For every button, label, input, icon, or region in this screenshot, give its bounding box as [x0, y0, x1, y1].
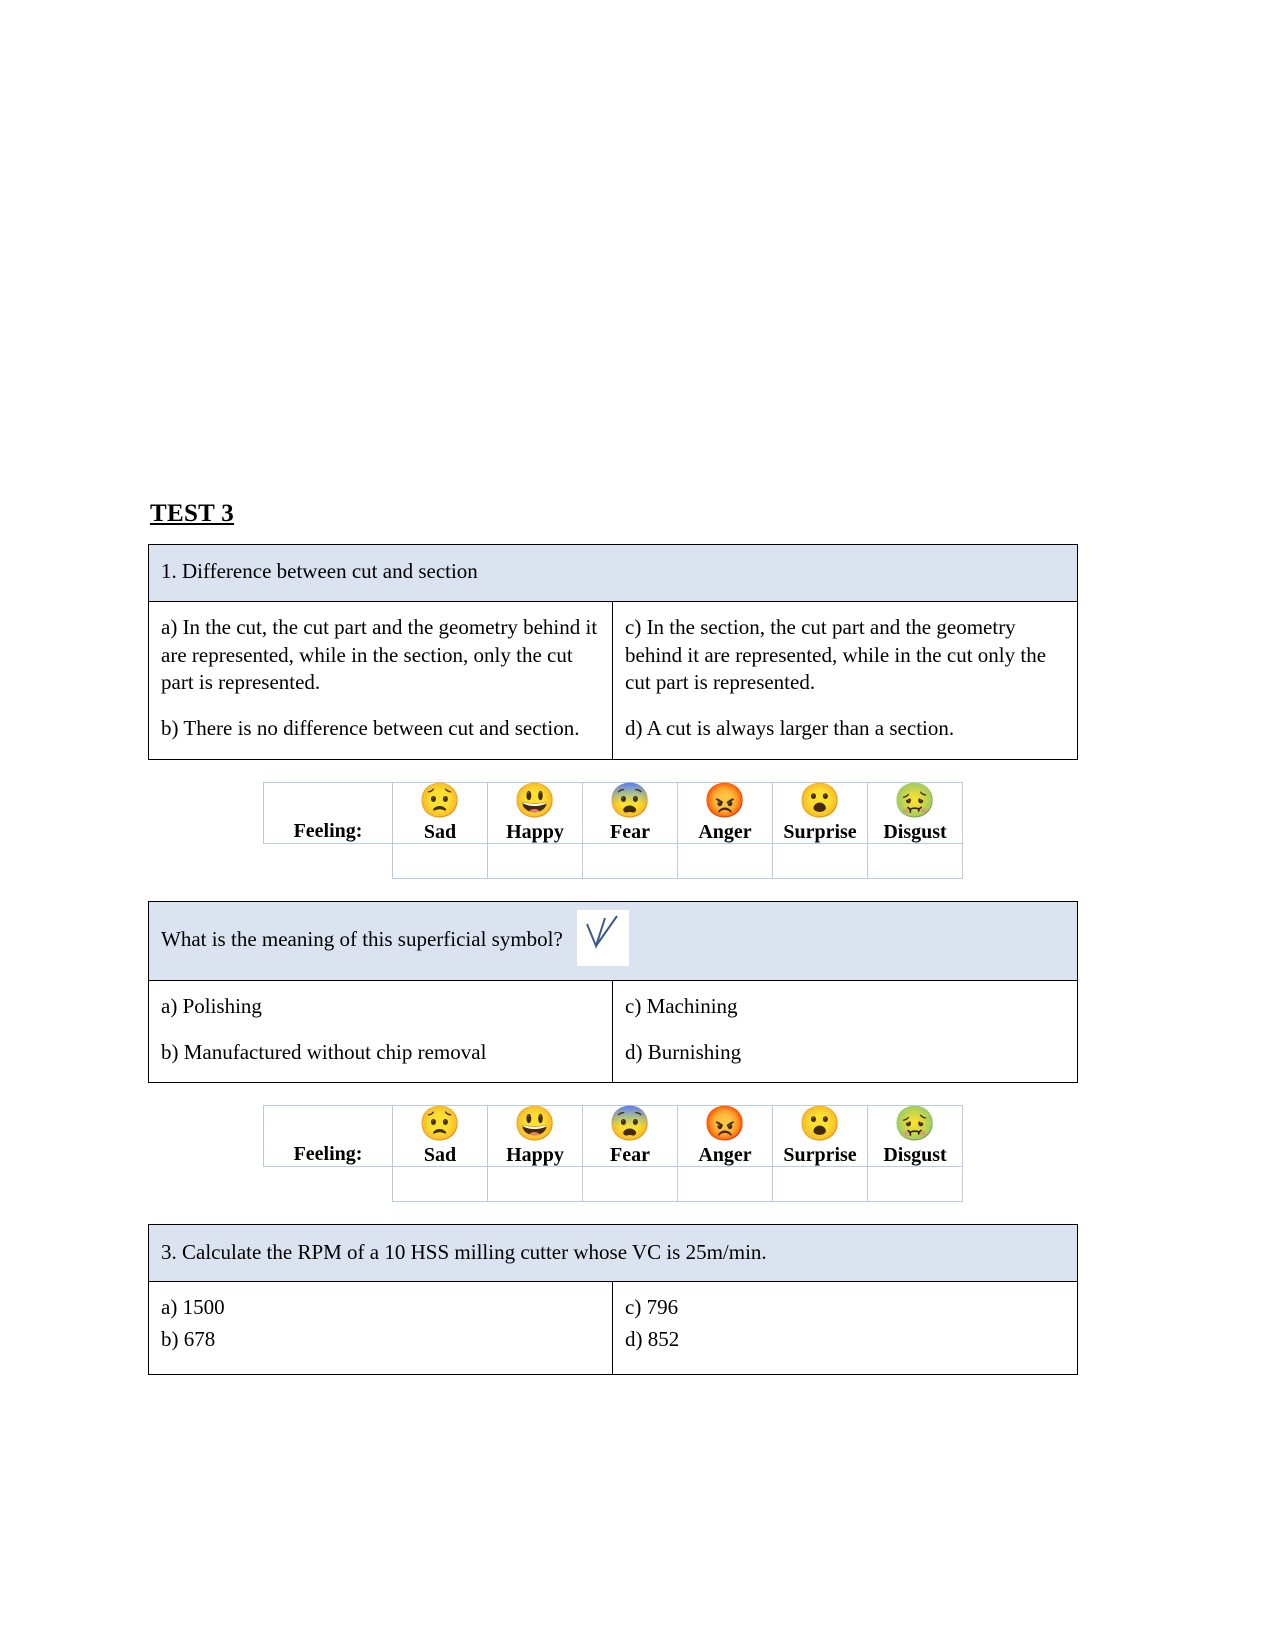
question-1-option-a[interactable]: a) In the cut, the cut part and the geometry behind it are represented, while in the section, only the cut part is represented. [161, 615, 598, 695]
feeling-blank-spacer-1 [264, 843, 393, 878]
feeling-label-disgust-2: Disgust [883, 1144, 947, 1167]
feeling-table-1 [263, 782, 963, 879]
question-block-3 [148, 1224, 1078, 1374]
question-block-1 [148, 544, 1078, 760]
disgust-face-icon: 🤢 [893, 1106, 937, 1144]
question-1-answers [149, 602, 1077, 759]
feeling-answer-disgust[interactable] [868, 843, 963, 878]
question-3-text: 3. Calculate the RPM of a 10 HSS milling cutter whose VC is 25m/min. [161, 1239, 767, 1264]
feeling-answer-surprise-2[interactable] [773, 1167, 868, 1202]
feeling-label-anger: Anger [698, 820, 752, 843]
surface-finish-symbol-icon [577, 910, 629, 966]
question-1-left-column [149, 602, 613, 759]
feeling-label-2: Feeling: [264, 1106, 393, 1167]
happy-face-icon: 😃 [513, 782, 557, 820]
question-2-right-column [613, 981, 1077, 1082]
feeling-label-1: Feeling: [264, 782, 393, 843]
feeling-table-1-row-icons [264, 782, 963, 843]
question-1-prompt [149, 545, 1077, 602]
feeling-table-1-wrapper [148, 782, 1078, 879]
happy-face-icon: 😃 [513, 1106, 557, 1144]
fear-face-icon: 😨 [608, 782, 652, 820]
feeling-label-happy-2: Happy [506, 1144, 564, 1167]
feeling-answer-anger-2[interactable] [678, 1167, 773, 1202]
feeling-answer-happy[interactable] [488, 843, 583, 878]
feeling-table-2 [263, 1105, 963, 1202]
feeling-cell-fear[interactable] [583, 782, 678, 843]
question-3-option-b[interactable]: b) 678 [161, 1327, 216, 1352]
feeling-answer-happy-2[interactable] [488, 1167, 583, 1202]
question-2-option-b[interactable]: b) Manufactured without chip removal [161, 1039, 487, 1064]
surprise-face-icon: 😮 [798, 782, 842, 820]
fear-face-icon: 😨 [608, 1106, 652, 1144]
feeling-label-sad: Sad [423, 820, 457, 843]
question-3-right-column [613, 1282, 1077, 1373]
feeling-cell-surprise-2[interactable] [773, 1106, 868, 1167]
feeling-cell-surprise[interactable] [773, 782, 868, 843]
question-1-option-b[interactable]: b) There is no difference between cut and section. [161, 716, 580, 741]
feeling-cell-fear-2[interactable] [583, 1106, 678, 1167]
question-2-option-d[interactable]: d) Burnishing [625, 1039, 742, 1064]
feeling-label-happy: Happy [506, 820, 564, 843]
feeling-table-1-answer-row [264, 843, 963, 878]
question-1-option-d[interactable]: d) A cut is always larger than a section. [625, 716, 955, 741]
question-2-option-a[interactable]: a) Polishing [161, 993, 262, 1018]
feeling-label-sad-2: Sad [423, 1144, 457, 1167]
page-title: TEST 3 [150, 500, 235, 527]
disgust-face-icon: 🤢 [893, 782, 937, 820]
feeling-cell-anger-2[interactable] [678, 1106, 773, 1167]
feeling-answer-sad-2[interactable] [393, 1167, 488, 1202]
document-content [148, 500, 1078, 1375]
feeling-table-2-wrapper [148, 1105, 1078, 1202]
question-3-left-column [149, 1282, 613, 1373]
feeling-table-2-row-icons [264, 1106, 963, 1167]
feeling-answer-fear-2[interactable] [583, 1167, 678, 1202]
anger-face-icon: 😡 [703, 782, 747, 820]
sad-face-icon: 😟 [418, 1106, 462, 1144]
question-2-answers [149, 981, 1077, 1082]
question-3-prompt [149, 1225, 1077, 1282]
question-3-option-a[interactable]: a) 1500 [161, 1295, 225, 1320]
feeling-cell-happy-2[interactable] [488, 1106, 583, 1167]
question-2-option-c[interactable]: c) Machining [625, 993, 738, 1018]
question-2-left-column [149, 981, 613, 1082]
feeling-label-disgust: Disgust [883, 820, 947, 843]
question-2-prompt [149, 902, 1077, 981]
feeling-label-fear: Fear [610, 820, 650, 843]
feeling-cell-disgust[interactable] [868, 782, 963, 843]
surprise-face-icon: 😮 [798, 1106, 842, 1144]
feeling-table-2-answer-row [264, 1167, 963, 1202]
question-3-option-d[interactable]: d) 852 [625, 1327, 680, 1352]
anger-face-icon: 😡 [703, 1106, 747, 1144]
feeling-cell-disgust-2[interactable] [868, 1106, 963, 1167]
feeling-answer-anger[interactable] [678, 843, 773, 878]
question-1-right-column [613, 602, 1077, 759]
feeling-answer-surprise[interactable] [773, 843, 868, 878]
question-block-2 [148, 901, 1078, 1083]
feeling-cell-sad-2[interactable] [393, 1106, 488, 1167]
feeling-label-surprise-2: Surprise [783, 1144, 857, 1167]
feeling-answer-sad[interactable] [393, 843, 488, 878]
feeling-blank-spacer-2 [264, 1167, 393, 1202]
sad-face-icon: 😟 [418, 782, 462, 820]
feeling-cell-happy[interactable] [488, 782, 583, 843]
feeling-cell-anger[interactable] [678, 782, 773, 843]
question-3-answers [149, 1282, 1077, 1373]
feeling-answer-disgust-2[interactable] [868, 1167, 963, 1202]
feeling-answer-fear[interactable] [583, 843, 678, 878]
feeling-cell-sad[interactable] [393, 782, 488, 843]
question-3-option-c[interactable]: c) 796 [625, 1295, 679, 1320]
question-2-text: What is the meaning of this superficial symbol? [161, 927, 563, 952]
feeling-label-anger-2: Anger [698, 1144, 752, 1167]
feeling-label-surprise: Surprise [783, 820, 857, 843]
question-1-text: 1. Difference between cut and section [161, 559, 478, 584]
feeling-label-fear-2: Fear [610, 1144, 650, 1167]
question-1-option-c[interactable]: c) In the section, the cut part and the geometry behind it are represented, while in the cut only the cut part is represented. [625, 615, 1047, 695]
